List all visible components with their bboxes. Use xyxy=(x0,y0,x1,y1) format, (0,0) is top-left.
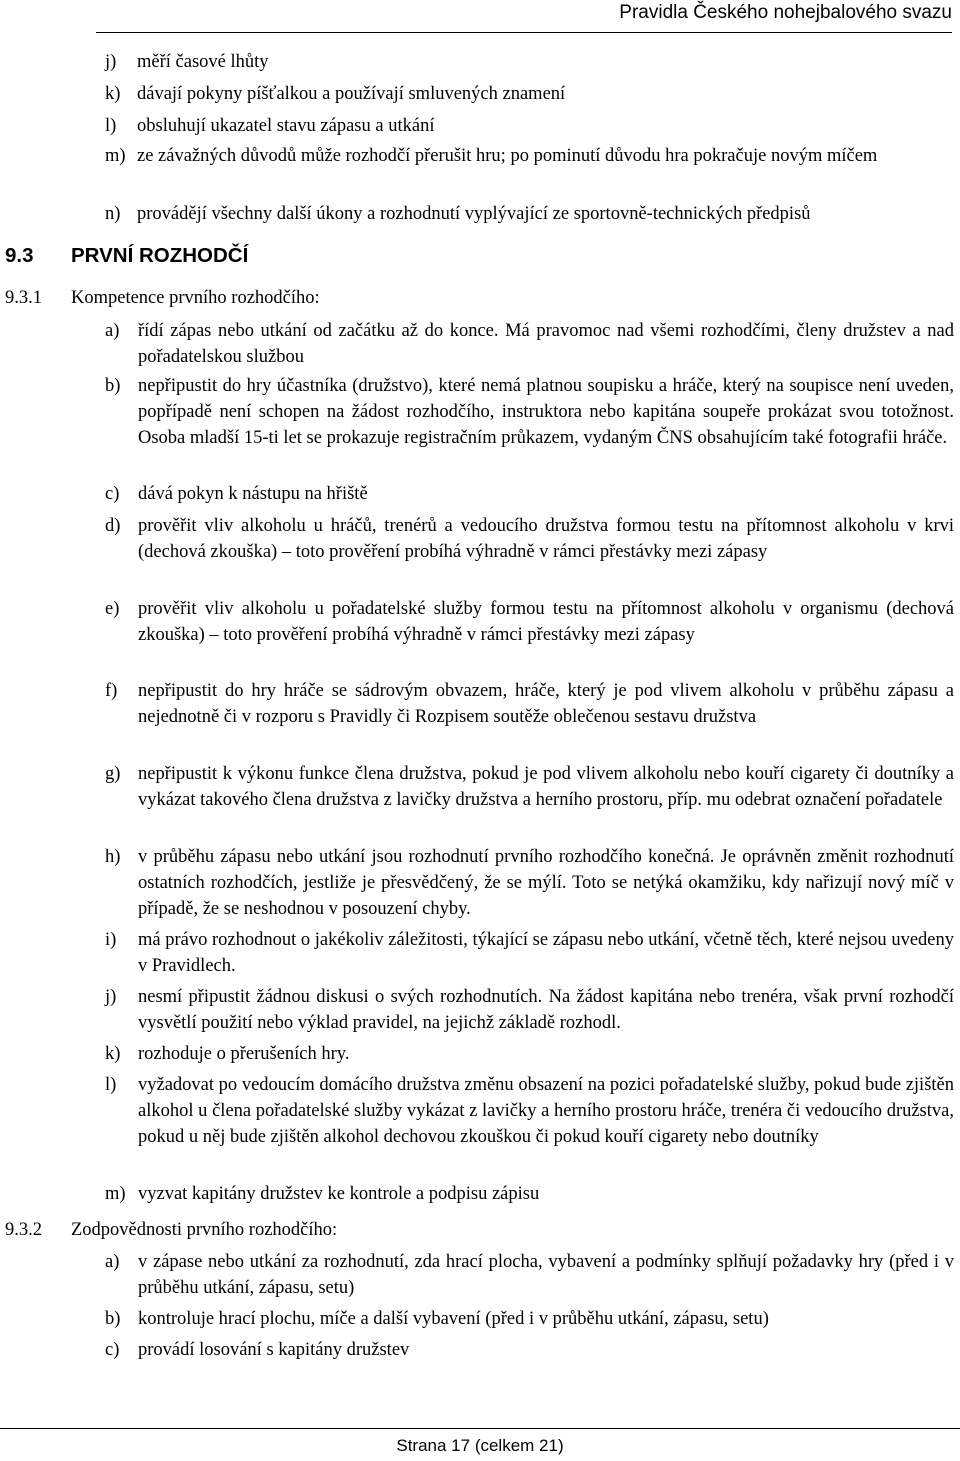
item-text: nepřipustit do hry hráče se sádrovým obvazem, hráče, který je pod vlivem alkoholu v průběhu zápasu a nejednotně či v rozporu s Pravidly či Rozpisem soutěže oblečenou sestavu družstva xyxy=(138,681,954,727)
item-text: vyžadovat po vedoucím domácího družstva změnu obsazení na pozici pořadatelské služby, pokud bude zjištěn alkohol u člena pořadatelské služby vykázat z lavičky a herního prostoru hráče, trenéra či vedoucího družstva, pokud u něj bude zjištěn alkohol dechovou zkouškou či pokud kouří cigarety nebo doutníky xyxy=(138,1075,954,1147)
item-letter: m) xyxy=(105,1184,126,1204)
item-text: obsluhují ukazatel stavu zápasu a utkání xyxy=(137,116,435,136)
item-letter: a) xyxy=(105,1252,120,1272)
list-item xyxy=(105,844,954,922)
item-text: vyzvat kapitány družstev ke kontrole a podpisu zápisu xyxy=(138,1184,540,1204)
list-item xyxy=(105,1249,954,1301)
list-item xyxy=(105,596,954,648)
list-item xyxy=(105,1072,954,1150)
list-item xyxy=(105,927,954,979)
section-title: PRVNÍ ROZHODČÍ xyxy=(71,244,249,267)
item-letter: e) xyxy=(105,599,120,619)
item-text: dává pokyn k nástupu na hřiště xyxy=(138,484,368,504)
item-text: nesmí připustit žádnou diskusi o svých rozhodnutích. Na žádost kapitána nebo trenéra, však první rozhodčí vysvětlí použití nebo výklad pravidel, na jejichž základě rozhodl. xyxy=(138,987,954,1033)
item-text: prověřit vliv alkoholu u hráčů, trenérů a vedoucího družstva formou testu na přítomnost alkoholu v krvi (dechová zkouška) – toto prověření probíhá výhradně v rámci přestávky mezi zápasy xyxy=(138,516,954,562)
item-letter: d) xyxy=(105,516,121,536)
list-item xyxy=(105,513,954,565)
item-letter: h) xyxy=(105,847,121,867)
item-text: v průběhu zápasu nebo utkání jsou rozhodnutí prvního rozhodčího konečná. Je oprávněn změnit rozhodnutí ostatních rozhodčích, jestliže je přesvědčený, že se mýlí. Toto se netýká okamžiku, kdy nařizují nový míč v případě, že se neshodnou v posouzení chyby. xyxy=(138,847,954,919)
list-item xyxy=(105,761,954,813)
page-header: Pravidla Českého nohejbalového svazu xyxy=(619,2,952,23)
item-text: řídí zápas nebo utkání od začátku až do konce. Má pravomoc nad všemi rozhodčími, členy družstev a nad pořadatelskou službou xyxy=(138,321,954,367)
list-item xyxy=(105,201,954,227)
item-text: provádějí všechny další úkony a rozhodnutí vyplývající ze sportovně-technických předpisů xyxy=(137,204,811,224)
list-item xyxy=(105,1041,954,1067)
item-text: má právo rozhodnout o jakékoliv záležitosti, týkající se zápasu nebo utkání, včetně těch, které nejsou uvedeny v Pravidlech. xyxy=(138,930,954,976)
item-letter: c) xyxy=(105,1340,120,1360)
item-letter: k) xyxy=(105,84,121,104)
item-letter: g) xyxy=(105,764,121,784)
list-item xyxy=(105,678,954,730)
item-letter: k) xyxy=(105,1044,121,1064)
item-letter: i) xyxy=(105,930,117,950)
item-letter: l) xyxy=(105,1075,117,1095)
list-item xyxy=(105,1337,954,1363)
section-heading xyxy=(5,244,248,268)
list-item xyxy=(105,1181,954,1207)
list-item xyxy=(105,81,954,107)
item-text: provádí losování s kapitány družstev xyxy=(138,1340,410,1360)
item-text: dávají pokyny píšťalkou a používají smluvených znamení xyxy=(137,84,566,104)
item-letter: a) xyxy=(105,321,120,341)
list-item xyxy=(105,984,954,1036)
item-letter: m) xyxy=(105,146,126,166)
item-letter: b) xyxy=(105,1309,121,1329)
item-letter: j) xyxy=(105,987,117,1007)
subsection-heading xyxy=(5,285,954,311)
item-letter: c) xyxy=(105,484,120,504)
header-rule xyxy=(96,32,952,33)
item-text: ze závažných důvodů může rozhodčí přerušit hru; po pominutí důvodu hra pokračuje novým míčem xyxy=(137,146,878,166)
list-item xyxy=(105,143,954,169)
footer-rule xyxy=(0,1428,960,1429)
item-letter: b) xyxy=(105,376,121,396)
page-footer: Strana 17 (celkem 21) xyxy=(396,1436,564,1455)
item-letter: l) xyxy=(105,116,117,136)
list-item xyxy=(105,318,954,370)
item-letter: n) xyxy=(105,204,121,224)
item-letter: f) xyxy=(105,681,118,701)
list-item xyxy=(105,373,954,451)
item-text: nepřipustit k výkonu funkce člena družstva, pokud je pod vlivem alkoholu nebo kouří cigarety či doutníky a vykázat takového člena družstva z lavičky družstva a herního prostoru, příp. mu odebrat označení pořadatele xyxy=(138,764,954,810)
subsection-title: Kompetence prvního rozhodčího: xyxy=(71,288,320,308)
item-text: kontroluje hrací plochu, míče a další vybavení (před i v průběhu utkání, zápasu, setu) xyxy=(138,1309,769,1329)
list-item xyxy=(105,49,954,75)
section-number: 9.3 xyxy=(5,244,34,267)
item-text: nepřipustit do hry účastníka (družstvo), které nemá platnou soupisku a hráče, který na soupisce není uveden, popřípadě není schopen na žádost rozhodčího, instruktora nebo kapitána soupeře prokázat svou totožnost. Osoba mladší 15-ti let se prokazuje registračním průkazem, vydaným ČNS obsahujícím také fotografii hráče. xyxy=(138,376,954,448)
subsection-title: Zodpovědnosti prvního rozhodčího: xyxy=(71,1220,338,1240)
item-text: měří časové lhůty xyxy=(137,52,269,72)
item-text: prověřit vliv alkoholu u pořadatelské služby formou testu na přítomnost alkoholu v organismu (dechová zkouška) – toto prověření probíhá výhradně v rámci přestávky mezi zápasy xyxy=(138,599,954,645)
item-letter: j) xyxy=(105,52,117,72)
item-text: v zápase nebo utkání za rozhodnutí, zda hrací plocha, vybavení a podmínky splňují požadavky hry (před i v průběhu utkání, zápasu, setu) xyxy=(138,1252,954,1298)
subsection-heading xyxy=(5,1217,954,1243)
item-text: rozhoduje o přerušeních hry. xyxy=(138,1044,350,1064)
list-item xyxy=(105,1306,954,1332)
list-item xyxy=(105,113,954,139)
subsection-number: 9.3.2 xyxy=(5,1220,42,1240)
list-item xyxy=(105,481,954,507)
subsection-number: 9.3.1 xyxy=(5,288,42,308)
